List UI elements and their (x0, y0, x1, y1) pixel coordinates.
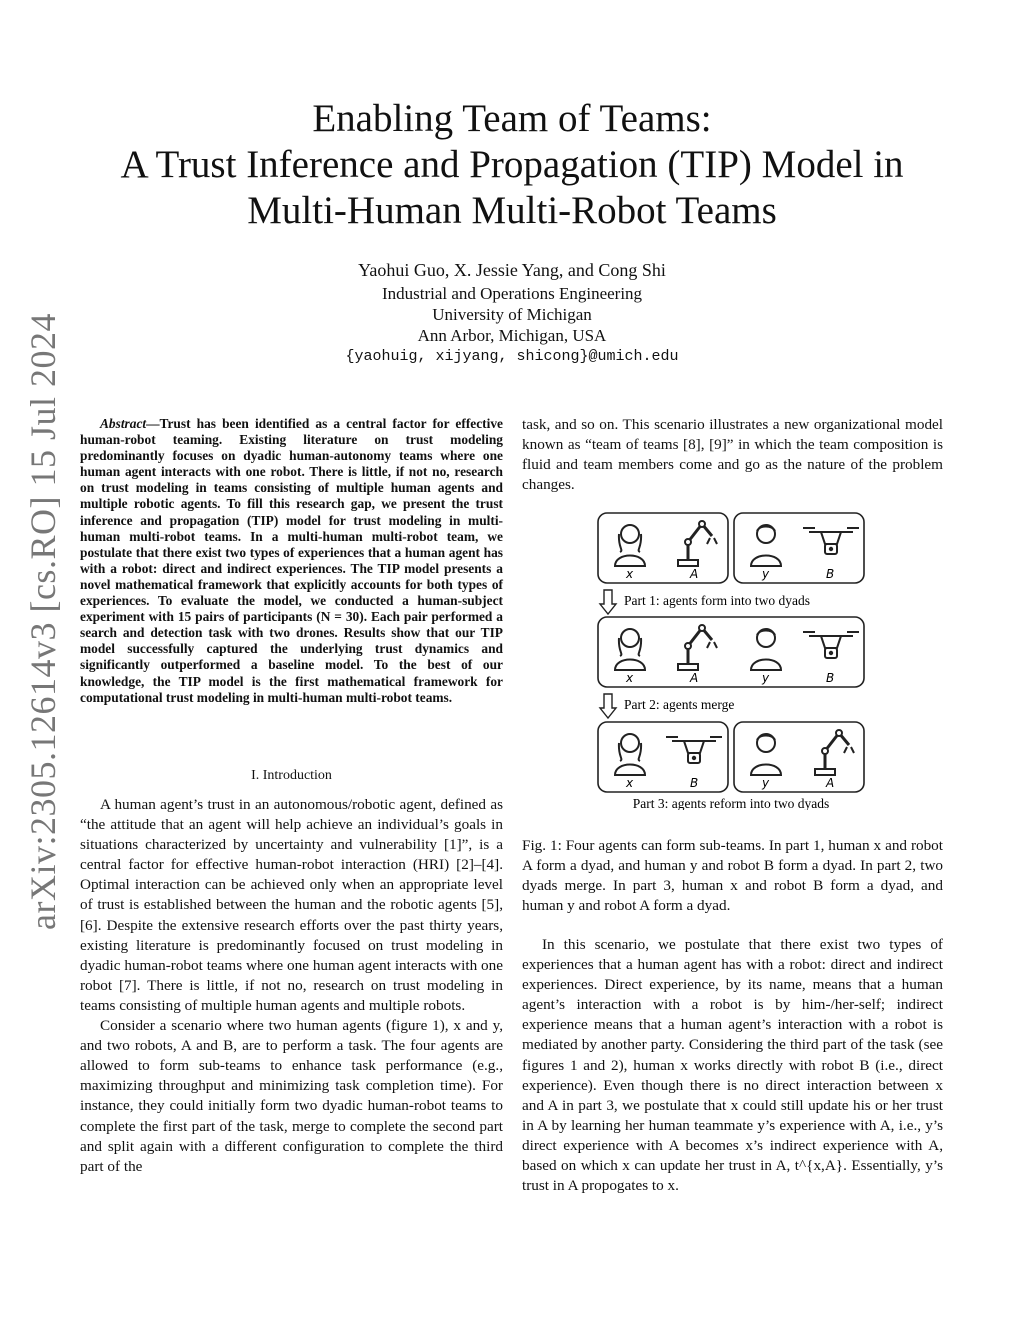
figure-1 (594, 510, 869, 810)
robot-arm-a-icon (678, 625, 717, 670)
intro-paragraph-2: Consider a scenario where two human agents (figure 1), x and y, and two robots, A and B, are to perform a task. The four agents are allowed to form sub-teams to enhance task performance (e.g., maximizing throughput and minimizing task completion time). For instance, they could initially form two dyadic human-robot teams to complete the first part of the task, merge to complete the second part and split again with a different configuration to complete the third part of the (80, 1017, 503, 1175)
label-b: B (826, 567, 835, 581)
human-x-icon (615, 525, 645, 566)
human-y-icon (751, 629, 781, 670)
paper-title (0, 96, 1024, 234)
drone-b-icon (803, 528, 859, 554)
drone-b-icon (803, 632, 859, 658)
intro-paragraph-1: A human agent’s trust in an autonomous/robotic agent, defined as “the attitude that an agent will help achieve an individual’s goals in situations characterized by uncertainty and vulnerability [1]”, is a central factor for effective human-robot interaction (HRI) [2]–[4]. Optimal interaction can be achieved only when an appropriate level of trust is established between the human and the robotic agents [5], [6]. Despite the extensive research efforts over the past thirty years, existing literature is predominantly focused on trust modeling in dyadic human-robot teams where one human agent interacts with one robot [7]. There is little, if not no, research on trust modeling in teams consisting of multiple human agents and multiple robots. (80, 796, 503, 1014)
author-dept: Industrial and Operations Engineering (381, 284, 643, 303)
title-line-2: A Trust Inference and Propagation (TIP) Model in (120, 143, 904, 186)
human-y-icon (751, 525, 781, 566)
label-y: y (762, 671, 770, 685)
label-a: A (826, 776, 835, 790)
figure-caption (522, 836, 943, 916)
abstract (80, 416, 503, 706)
title-line-3: Multi-Human Multi-Robot Teams (247, 189, 777, 232)
abstract-text: —Trust has been identified as a central factor for effective human-robot teaming. Existing literature on trust modeling predominantly focuses on dyadic human-autonomy teams where one human agent interacts with one robot. There is little, if not no, research on trust modeling in teams consisting of multiple human agents and multiple robotic agents. To fill this research gap, we present the trust inference and propagation (TIP) model for trust modeling in multi-human multi-robot teams. In a multi-human multi-robot team, we postulate that there exist two types of experiences that a human agent has with a robot: direct and indirect experiences. The TIP model presents a novel mathematical framework that explicitly accounts for both types of experiences. To evaluate the model, we conducted a human-subject experiment with 15 pairs of participants (N = 30). Each pair performed a search and detection task with two drones. Results show that our TIP model successfully captured the underlying trust dynamics and significantly outperformed a baseline model. To the best of our knowledge, the TIP model is the first mathematical framework for computational trust modeling in multi-human multi-robot teams. (80, 416, 503, 705)
author-univ: University of Michigan (432, 305, 592, 324)
part-2-label: Part 2: agents merge (624, 697, 735, 712)
robot-arm-a-icon (815, 730, 854, 775)
label-x: x (626, 671, 634, 685)
dyad-box-x-a (598, 513, 728, 583)
label-y: y (762, 776, 770, 790)
human-x-icon (615, 629, 645, 670)
part-1-label: Part 1: agents form into two dyads (624, 593, 810, 608)
label-y: y (762, 567, 770, 581)
author-names: Yaohui Guo, X. Jessie Yang, and Cong Shi (358, 260, 666, 280)
arxiv-stamp: arXiv:2305.12614v3 [cs.RO] 15 Jul 2024 (23, 313, 63, 930)
dyad-box-x-b (598, 722, 728, 792)
author-location: Ann Arbor, Michigan, USA (417, 326, 607, 345)
label-b: B (826, 671, 835, 685)
figure-1-diagram (594, 510, 869, 810)
section-heading-intro: I. Introduction (251, 768, 332, 783)
abstract-label: Abstract (100, 416, 147, 431)
label-a: A (690, 671, 699, 685)
scenario-paragraph: In this scenario, we postulate that there exist two types of experiences that a human agent has with a robot: direct and indirect experiences. Direct experience, by its name, means that a human agent’s interaction with a robot is by him-/her-self; indirect experience means that a human agent’s interaction with a robot is mediated by another party. Considering the third part of the task (see figures 1 and 2), human x works directly with robot B (i.e., direct experience). Even though there is no direct interaction between x and A in part 3, we postulate that x could still update his or her trust in A by learning her human teammate y’s experience with A, i.e., y’s direct experience with A becomes x’s indirect experience with A, based on which x can update her trust in A, t^{x,A}. Essentially, y’s trust in A propogates to x. (522, 936, 943, 1195)
author-block (0, 260, 1024, 367)
robot-arm-a-icon (678, 521, 717, 566)
dyad-box-y-b (734, 513, 864, 583)
drone-b-icon (666, 737, 722, 763)
right-top-paragraph (522, 415, 943, 495)
right-scenario-text (522, 935, 943, 1196)
label-b: B (690, 776, 699, 790)
author-email: {yaohuig, xijyang, shicong}@umich.edu (345, 348, 679, 365)
title-line-1: Enabling Team of Teams: (312, 97, 712, 140)
team-of-teams-paragraph: task, and so on. This scenario illustrates a new organizational model known as “team of teams [8], [9]” in which the team composition is fluid and team members come and go as the nature of the problem changes. (522, 416, 943, 494)
figure-1-caption: Fig. 1: Four agents can form sub-teams. In part 1, human x and robot A form a dyad, and human y and robot B form a dyad. In part 2, two dyads merge. In part 3, human x and robot B form a dyad, and human y and robot A form a dyad. (522, 837, 943, 915)
label-x: x (626, 776, 634, 790)
dyad-box-y-a (734, 722, 864, 792)
human-y-icon (751, 734, 781, 775)
intro-text (80, 795, 503, 1177)
part-3-label: Part 3: agents reform into two dyads (632, 796, 830, 810)
label-a: A (690, 567, 699, 581)
down-arrow-icon (600, 590, 616, 614)
human-x-icon (615, 734, 645, 775)
label-x: x (626, 567, 634, 581)
down-arrow-icon (600, 694, 616, 718)
